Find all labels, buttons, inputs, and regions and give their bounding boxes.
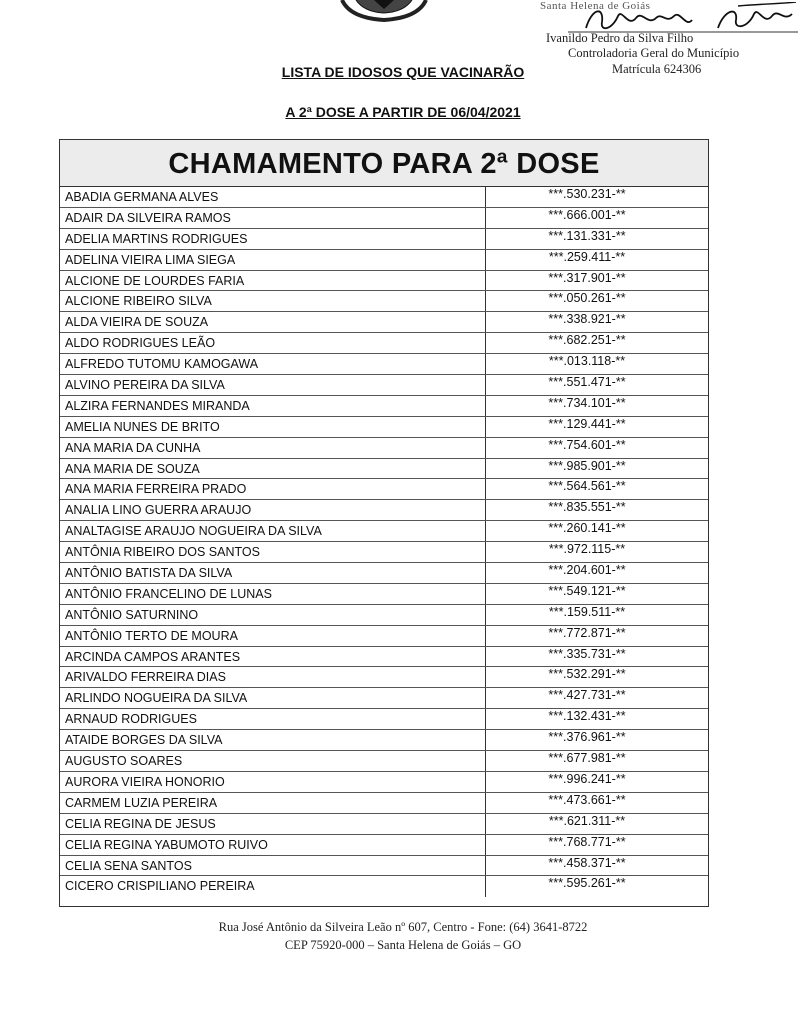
table-row — [60, 688, 708, 709]
person-cpf: ***.159.511-** — [548, 604, 626, 619]
person-cpf: ***.335.731-** — [548, 646, 626, 661]
person-name: ANA MARIA DE SOUZA — [60, 459, 486, 479]
person-name: AUGUSTO SOARES — [60, 751, 486, 771]
person-cpf: ***.473.661-** — [548, 792, 626, 807]
table-row — [60, 772, 708, 793]
table-row — [60, 605, 708, 626]
person-cpf: ***.768.771-** — [548, 834, 626, 849]
person-name: ATAIDE BORGES DA SILVA — [60, 730, 486, 750]
table-row — [60, 354, 708, 375]
person-name: ARLINDO NOGUEIRA DA SILVA — [60, 688, 486, 708]
person-name: ARNAUD RODRIGUES — [60, 709, 486, 729]
person-name: ANA MARIA DA CUNHA — [60, 438, 486, 458]
table-row — [60, 814, 708, 835]
person-cpf: ***.260.141-** — [548, 521, 626, 536]
person-cpf: ***.338.921-** — [548, 312, 626, 327]
table-row — [60, 229, 708, 250]
footer-address: Rua José Antônio da Silveira Leão nº 607, Centro - Fone: (64) 3641-8722 — [218, 920, 588, 934]
person-cpf: ***.972.115-** — [548, 542, 626, 557]
person-cpf: ***.204.601-** — [548, 563, 626, 578]
person-name: ANTÔNIO TERTO DE MOURA — [60, 626, 486, 646]
table-row — [60, 835, 708, 856]
person-cpf: ***.754.601-** — [548, 437, 626, 452]
table-row — [60, 856, 708, 877]
person-name: ALCIONE RIBEIRO SILVA — [60, 291, 486, 311]
table-row — [60, 626, 708, 647]
person-name: CELIA REGINA DE JESUS — [60, 814, 486, 834]
table-row — [60, 396, 708, 417]
person-cpf: ***.666.001-** — [548, 207, 626, 222]
table-row — [60, 793, 708, 814]
table-row — [60, 417, 708, 438]
table-row — [60, 521, 708, 542]
person-cpf: ***.132.431-** — [548, 709, 626, 724]
table-row — [60, 584, 708, 605]
person-cpf: ***.532.291-** — [548, 667, 626, 682]
table-row — [60, 500, 708, 521]
table-row — [60, 542, 708, 563]
person-cpf: ***.772.871-** — [548, 625, 626, 640]
vaccination-table — [59, 139, 709, 907]
person-name: ABADIA GERMANA ALVES — [60, 187, 486, 207]
table-row — [60, 291, 708, 312]
table-row — [60, 333, 708, 354]
person-name: ANALIA LINO GUERRA ARAUJO — [60, 500, 486, 520]
person-cpf: ***.564.561-** — [548, 479, 626, 494]
person-name: CICERO CRISPILIANO PEREIRA — [60, 876, 486, 897]
person-name: ARCINDA CAMPOS ARANTES — [60, 647, 486, 667]
person-cpf: ***.530.231-** — [548, 187, 626, 201]
document-title: LISTA DE IDOSOS QUE VACINARÃO — [281, 64, 525, 80]
person-cpf: ***.050.261-** — [548, 291, 626, 306]
table-row — [60, 187, 708, 208]
table-row — [60, 250, 708, 271]
person-name: ALCIONE DE LOURDES FARIA — [60, 271, 486, 291]
person-cpf: ***.376.961-** — [548, 730, 626, 745]
person-cpf: ***.131.331-** — [548, 228, 626, 243]
person-cpf: ***.621.311-** — [548, 813, 626, 828]
table-row — [60, 271, 708, 292]
person-cpf: ***.734.101-** — [548, 395, 626, 410]
signature-top-fragment: Santa Helena de Goiás — [540, 0, 651, 12]
person-name: CELIA REGINA YABUMOTO RUIVO — [60, 835, 486, 855]
table-title: CHAMAMENTO PARA 2ª DOSE — [60, 140, 708, 187]
table-row — [60, 667, 708, 688]
person-cpf: ***.677.981-** — [548, 751, 626, 766]
document-subtitle: A 2ª DOSE A PARTIR DE 06/04/2021 — [285, 104, 521, 120]
person-name: ALDA VIEIRA DE SOUZA — [60, 312, 486, 332]
person-name: ARIVALDO FERREIRA DIAS — [60, 667, 486, 687]
person-name: ALVINO PEREIRA DA SILVA — [60, 375, 486, 395]
person-name: ANTÔNIO BATISTA DA SILVA — [60, 563, 486, 583]
person-name: ADELINA VIEIRA LIMA SIEGA — [60, 250, 486, 270]
table-row — [60, 709, 708, 730]
person-name: CELIA SENA SANTOS — [60, 856, 486, 876]
footer-city: CEP 75920-000 – Santa Helena de Goiás – GO — [284, 938, 522, 952]
person-name: ADELIA MARTINS RODRIGUES — [60, 229, 486, 249]
table-row — [60, 876, 708, 897]
signatory-name: Ivanildo Pedro da Silva Filho — [546, 31, 694, 45]
table-row — [60, 751, 708, 772]
table-row — [60, 375, 708, 396]
table-row — [60, 438, 708, 459]
person-cpf: ***.458.371-** — [548, 855, 626, 870]
person-cpf: ***.427.731-** — [548, 688, 626, 703]
person-name: AURORA VIEIRA HONORIO — [60, 772, 486, 792]
table-row — [60, 459, 708, 480]
person-cpf: ***.259.411-** — [548, 249, 626, 264]
signatory-role: Controladoria Geral do Município — [568, 46, 740, 60]
coat-of-arms-icon — [336, 0, 432, 22]
person-name: AMELIA NUNES DE BRITO — [60, 417, 486, 437]
person-cpf: ***.317.901-** — [548, 270, 626, 285]
person-cpf: ***.996.241-** — [548, 771, 626, 786]
person-name: ANTÔNIA RIBEIRO DOS SANTOS — [60, 542, 486, 562]
person-cpf: ***.835.551-** — [548, 500, 626, 515]
person-cpf: ***.985.901-** — [548, 458, 626, 473]
table-row — [60, 312, 708, 333]
person-name: ALFREDO TUTOMU KAMOGAWA — [60, 354, 486, 374]
person-name: ANA MARIA FERREIRA PRADO — [60, 479, 486, 499]
table-row — [60, 730, 708, 751]
table-row — [60, 647, 708, 668]
person-cpf: ***.682.251-** — [548, 333, 626, 348]
person-name: ALZIRA FERNANDES MIRANDA — [60, 396, 486, 416]
person-name: ANTÔNIO FRANCELINO DE LUNAS — [60, 584, 486, 604]
person-name: ALDO RODRIGUES LEÃO — [60, 333, 486, 353]
table-body — [60, 187, 708, 897]
person-cpf: ***.551.471-** — [548, 375, 626, 390]
person-name: ANTÔNIO SATURNINO — [60, 605, 486, 625]
person-name: ADAIR DA SILVEIRA RAMOS — [60, 208, 486, 228]
table-row — [60, 479, 708, 500]
person-cpf: ***.129.441-** — [548, 416, 626, 431]
person-cpf: ***.595.261-** — [548, 876, 626, 891]
person-cpf: ***.549.121-** — [548, 583, 626, 598]
person-name: CARMEM LUZIA PEREIRA — [60, 793, 486, 813]
table-row — [60, 208, 708, 229]
person-name: ANALTAGISE ARAUJO NOGUEIRA DA SILVA — [60, 521, 486, 541]
person-cpf: ***.013.118-** — [548, 354, 626, 369]
table-row — [60, 563, 708, 584]
signatory-registration: Matrícula 624306 — [612, 62, 702, 76]
